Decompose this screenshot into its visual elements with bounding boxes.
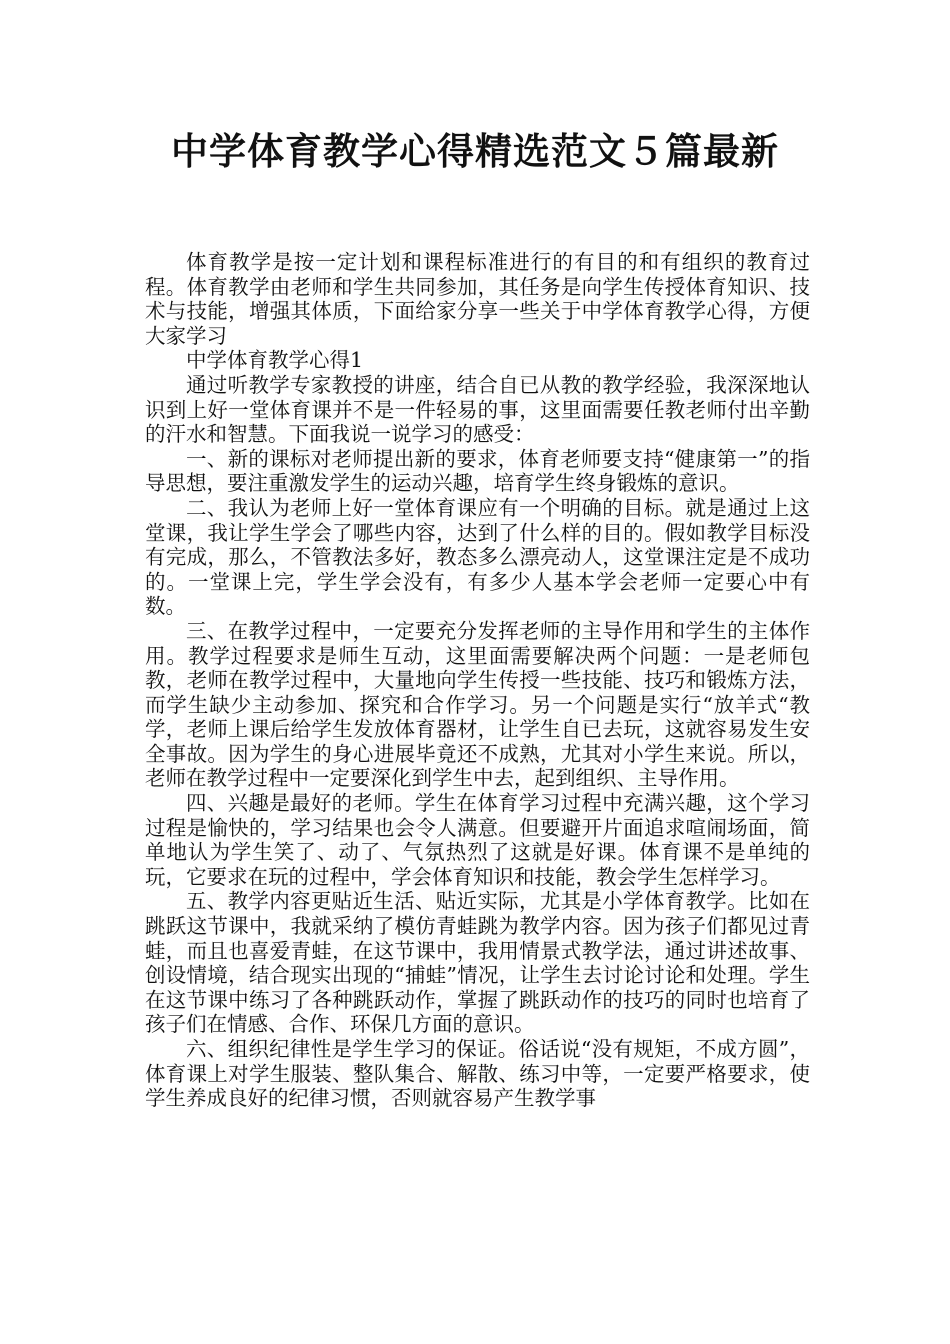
body-paragraph: 五、教学内容更贴近生活、贴近实际，尤其是小学体育教学。比如在跳跃这节课中，我就采纳了模仿青蛙跳为教学内容。因为孩子们都见过青蛙，而且也喜爱青蛙，在这节课中，我用情景式教学法，通过讲述故事、创设情境，结合现实出现的“捕蛙”情况，让学生去讨论讨论和处理。学生在这节课中练习了各种跳跃动作，掌握了跳跃动作的技巧的同时也培育了孩子们在情感、合作、环保几方面的意识。	[145, 889, 810, 1037]
document-title: 中学体育教学心得精选范文５篇最新	[171, 130, 779, 173]
intro-paragraph: 体育教学是按一定计划和课程标准进行的有目的和有组织的教育过程。体育教学由老师和学生共同参加，其任务是向学生传授体育知识、技术与技能，增强其体质，下面给家分享一些关于中学体育教学心得，方便大家学习	[145, 250, 810, 348]
section-heading: 中学体育教学心得1	[186, 348, 364, 373]
body-paragraph: 六、组织纪律性是学生学习的保证。俗话说“没有规矩，不成方圆”，体育课上对学生服装、整队集合、解散、练习中等，一定要严格要求，使学生养成良好的纪律习惯，否则就容易产生教学事	[145, 1037, 810, 1111]
body-paragraph: 三、在教学过程中，一定要充分发挥老师的主导作用和学生的主体作用。教学过程要求是师生互动，这里面需要解决两个问题：一是老师包教，老师在教学过程中，大量地向学生传授一些技能、技巧和锻炼方法，而学生缺少主动参加、探究和合作学习。另一个问题是实行“放羊式“教学，老师上课后给学生发放体育器材，让学生自已去玩，这就容易发生安全事故。因为学生的身心进展毕竟还不成熟，尤其对小学生来说。所以，老师在教学过程中一定要深化到学生中去，起到组织、主导作用。	[145, 618, 810, 791]
body-paragraph: 通过听教学专家教授的讲座，结合自已从教的教学经验，我深深地认识到上好一堂体育课并不是一件轻易的事，这里面需要任教老师付出辛勤的汗水和智慧。下面我说一说学习的感受：	[145, 372, 810, 447]
body-paragraph: 四、兴趣是最好的老师。学生在体育学习过程中充满兴趣，这个学习过程是愉快的，学习结果也会令人满意。但要避开片面追求喧闹场面，简单地认为学生笑了、动了、气氛热烈了这就是好课。体育课不是单纯的玩，它要求在玩的过程中，学会体育知识和技能，教会学生怎样学习。	[145, 791, 810, 889]
body-paragraph: 二、我认为老师上好一堂体育课应有一个明确的目标。就是通过上这堂课，我让学生学会了哪些内容，达到了什么样的目的。假如教学目标没有完成，那么，不管教法多好，教态多么漂亮动人，这堂课注定是不成功的。一堂课上完，学生学会没有，有多少人基本学会老师一定要心中有数。	[145, 495, 810, 619]
body-paragraph: 一、新的课标对老师提出新的要求，体育老师要支持“健康第一”的指导思想，要注重激发学生的运动兴趣，培育学生终身锻炼的意识。	[145, 446, 810, 496]
document-body	[145, 250, 810, 1111]
